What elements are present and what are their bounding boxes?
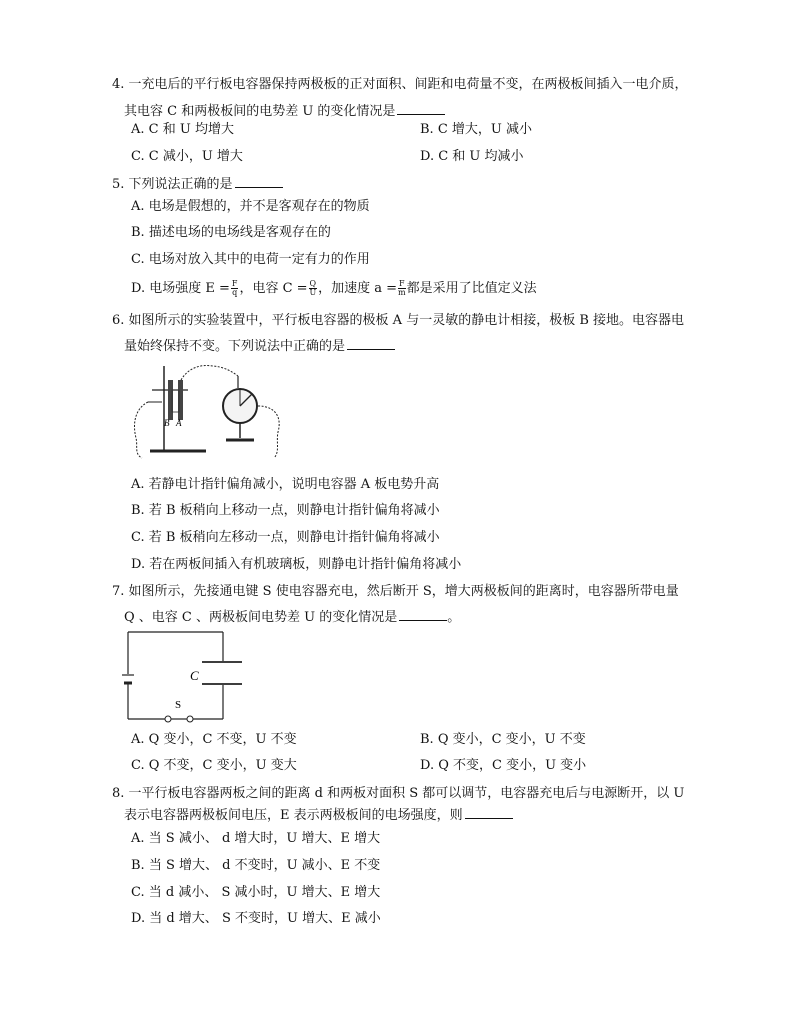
q4-option-b: B. C 增大，U 减小 bbox=[420, 122, 532, 137]
q6-stem-line2 bbox=[124, 337, 395, 356]
q8-option-d: D. 当 d 增大、 S 不变时，U 增大、E 减小 bbox=[131, 911, 381, 926]
q6-option-a: A. 若静电计指针偏角减小，说明电容器 A 板电势升高 bbox=[131, 477, 440, 492]
plate-a-label: A bbox=[176, 418, 182, 428]
answer-blank[interactable] bbox=[465, 806, 513, 819]
q7-option-d: D. Q 不变，C 变小，U 变小 bbox=[420, 758, 587, 773]
q4-stem-text: 其电容 C 和两极板间的电势差 U 的变化情况是 bbox=[124, 104, 396, 119]
q8-stem-text: 表示电容器两极板间电压，E 表示两极板间的电场强度，则 bbox=[124, 808, 463, 823]
fraction-c bbox=[309, 280, 318, 297]
q8-option-b: B. 当 S 增大、 d 不变时，U 减小、E 不变 bbox=[131, 858, 381, 873]
q4-stem-line2 bbox=[124, 102, 445, 121]
capacitor-label: C bbox=[190, 668, 199, 683]
fraction-e bbox=[231, 280, 239, 297]
q7-stem-line1: 7. 如图所示，先接通电键 S 使电容器充电，然后断开 S，增大两极板间的距离时，电容器所带电量 bbox=[112, 584, 679, 599]
charging-circuit-figure bbox=[120, 628, 248, 724]
q5-stem bbox=[112, 175, 283, 194]
q4-option-c: C. C 减小，U 增大 bbox=[131, 149, 243, 164]
q5-option-d-part3: ，加速度 a = bbox=[318, 281, 398, 296]
q5-option-d-part1: D. 电场强度 E = bbox=[131, 281, 230, 296]
q8-option-a: A. 当 S 减小、 d 增大时，U 增大、E 增大 bbox=[131, 831, 381, 846]
q4-option-a: A. C 和 U 均增大 bbox=[131, 122, 234, 137]
answer-blank[interactable] bbox=[347, 337, 395, 350]
fraction-numerator: F bbox=[231, 279, 238, 288]
q6-option-c: C. 若 B 板稍向左移动一点，则静电计指针偏角将减小 bbox=[131, 530, 440, 545]
q4-option-d: D. C 和 U 均减小 bbox=[420, 149, 524, 164]
q6-stem-line1: 6. 如图所示的实验装置中，平行板电容器的极板 A 与一灵敏的静电计相接，极板 B 接地。电容器电 bbox=[112, 313, 685, 328]
q7-option-c: C. Q 不变，C 变小，U 变大 bbox=[131, 758, 297, 773]
q7-option-a: A. Q 变小，C 不变，U 不变 bbox=[131, 732, 297, 747]
fraction-denominator: m bbox=[398, 288, 406, 297]
fraction-a bbox=[398, 280, 406, 297]
q6-stem-text: 量始终保持不变。下列说法中正确的是 bbox=[124, 339, 346, 354]
fraction-numerator: Q bbox=[309, 279, 317, 288]
plate-b-label: B bbox=[164, 418, 170, 428]
q5-stem-text: 5. 下列说法正确的是 bbox=[112, 177, 233, 192]
q8-option-c: C. 当 d 减小、 S 减小时，U 增大、E 增大 bbox=[131, 885, 381, 900]
fraction-denominator: q bbox=[232, 288, 238, 297]
q5-option-d bbox=[131, 280, 537, 298]
q8-stem-line1: 8. 一平行板电容器两板之间的距离 d 和两板对面积 S 都可以调节，电容器充电后与电源断开，以 U bbox=[112, 786, 685, 801]
answer-blank[interactable] bbox=[397, 102, 445, 115]
q8-stem-line2 bbox=[124, 806, 513, 825]
q7-stem-text: Q 、电容 C 、两极板间电势差 U 的变化情况是 bbox=[124, 610, 398, 625]
answer-blank[interactable] bbox=[235, 175, 283, 188]
q7-option-b: B. Q 变小，C 变小，U 不变 bbox=[420, 732, 586, 747]
switch-label: S bbox=[175, 699, 182, 711]
q5-option-d-part2: ，电容 C = bbox=[239, 281, 308, 296]
fraction-denominator: U bbox=[309, 288, 317, 297]
q6-option-b: B. 若 B 板稍向上移动一点，则静电计指针偏角将减小 bbox=[131, 503, 440, 518]
electroscope-apparatus-figure bbox=[128, 360, 292, 468]
q5-option-b: B. 描述电场的电场线是客观存在的 bbox=[131, 225, 331, 240]
q5-option-c: C. 电场对放入其中的电荷一定有力的作用 bbox=[131, 252, 370, 267]
q7-stem-end: 。 bbox=[447, 610, 461, 625]
fraction-numerator: F bbox=[399, 279, 405, 288]
q5-option-a: A. 电场是假想的，并不是客观存在的物质 bbox=[131, 199, 370, 214]
q7-stem-line2 bbox=[124, 608, 460, 627]
answer-blank[interactable] bbox=[399, 608, 447, 621]
q5-option-d-part4: 都是采用了比值定义法 bbox=[406, 281, 537, 296]
q6-option-d: D. 若在两板间插入有机玻璃板，则静电计指针偏角将减小 bbox=[131, 557, 462, 572]
q4-stem-line1: 4. 一充电后的平行板电容器保持两极板的正对面积、间距和电荷量不变，在两极板间插入一电介质， bbox=[112, 77, 688, 92]
